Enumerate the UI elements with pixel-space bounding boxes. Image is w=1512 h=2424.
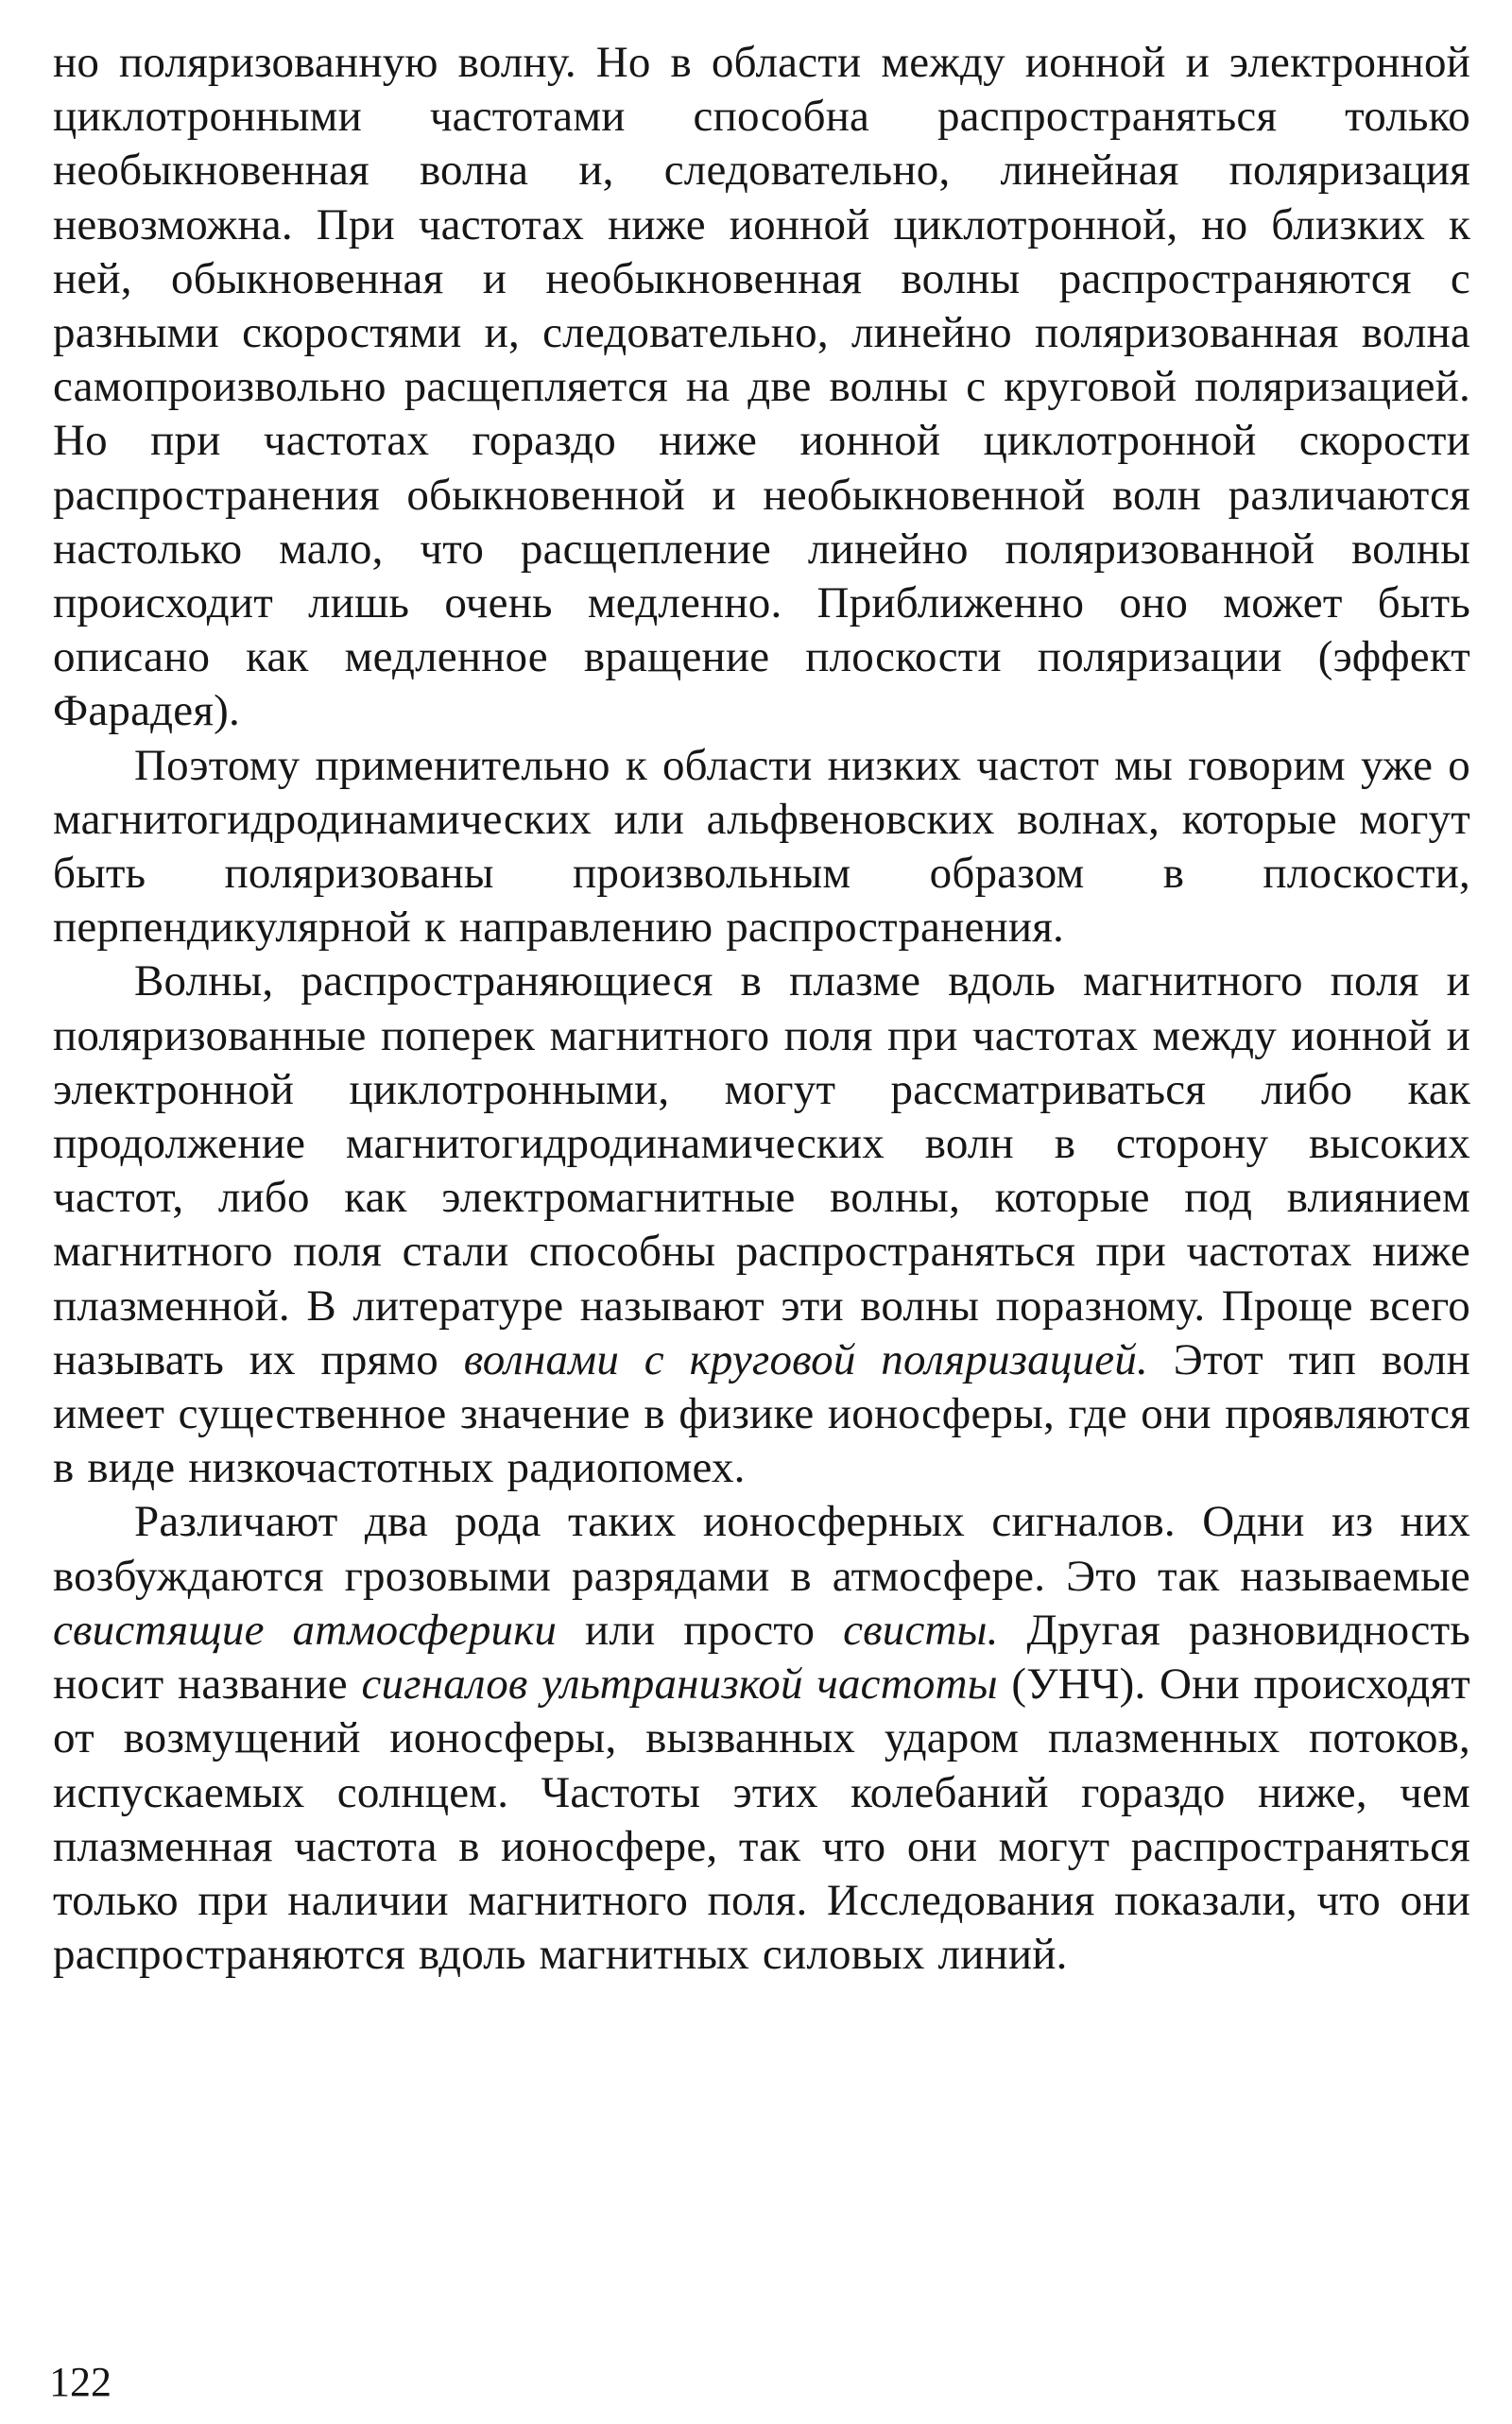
paragraph-1-continuation (53, 36, 1470, 739)
paragraph-4-ionospheric-signals (53, 1495, 1470, 1982)
text-run: Различают два рода таких ионосферных сигналов. Одни из них возбуждаются грозовыми разрядами в атмосфере. Это так называемые (53, 1497, 1470, 1601)
italic-term: свистящие атмосферики (53, 1605, 558, 1655)
text-run: Другая разновидность носит название (53, 1605, 1470, 1710)
text-run: Этот тип волн имеет существенное значение в физике ионосферы, где они проявляются в виде низкочастотных радиопомех. (53, 1334, 1470, 1493)
body-text (53, 36, 1470, 1982)
paragraph-2-low-frequencies (53, 739, 1470, 955)
text-run: (УНЧ). Они происходят от возмущений ионосферы, вызванных ударом плазменных потоков, испускаемых солнцем. Частоты этих колебаний гораздо ниже, чем плазменная частота в ионосфере, так что они могут распространяться только при наличии магнитного поля. Исследования показали, что они распространяются вдоль магнитных силовых линий. (53, 1659, 1470, 1980)
page-number: 122 (49, 2359, 112, 2405)
text-run: Поэтому применительно к области низких частот мы говорим уже о магнитогидродинамических или альфвеновских волнах, которые могут быть поляризованы произвольным образом в плоскости, перпендикулярной к направлению распространения. (53, 740, 1470, 953)
italic-term: сигналов ультранизкой частоты (361, 1659, 998, 1710)
italic-term: волнами с круговой поляризацией. (463, 1334, 1148, 1384)
text-run: Волны, распространяющиеся в плазме вдоль магнитного поля и поляризованные поперек магнитного поля при частотах между ионной и электронной циклотронными, могут рассматриваться либо как продолжение магнитогидродинамических волн в сторону высоких частот, либо как электромагнитные волны, которые под влиянием магнитного поля стали способны распространяться при частотах ниже плазменной. В литературе называют эти волны поразному. Проще всего называть их прямо (53, 956, 1470, 1384)
italic-term: свисты. (843, 1605, 999, 1655)
text-run: но поляризованную волну. Но в области между ионной и электронной циклотронными частотами способна распространяться только необыкновенная волна и, следовательно, линейная поляризация невозможна. При частотах ниже ионной циклотронной, но близких к ней, обыкновенная и необыкновенная волны распространяются с разными скоростями и, следовательно, линейно поляризованная волна самопроизвольно расщепляется на две волны с круговой поляризацией. Но при частотах гораздо ниже ионной циклотронной скорости распространения обыкновенной и необыкновенной волн различаются настолько мало, что расщепление линейно поляризованной волны происходит лишь очень медленно. Приближенно оно может быть описано как медленное вращение плоскости поляризации (эффект Фарадея). (53, 38, 1470, 736)
paragraph-3-circular-waves (53, 954, 1470, 1495)
text-run: или просто (557, 1605, 844, 1655)
